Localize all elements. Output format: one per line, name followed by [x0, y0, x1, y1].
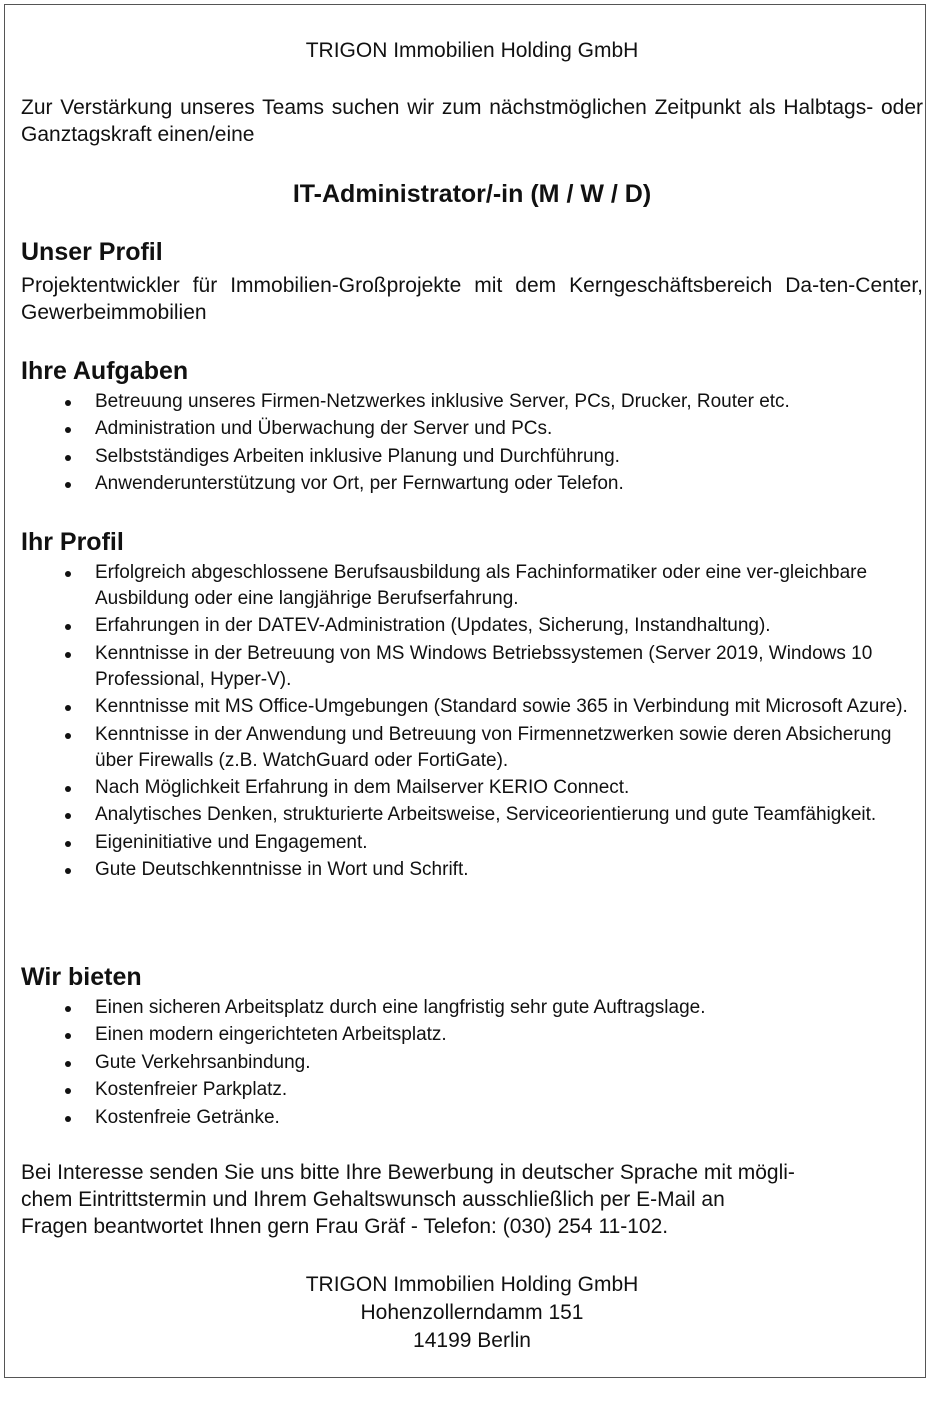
list-item-text: Anwenderunterstützung vor Ort, per Fernwartung oder Telefon.	[95, 473, 624, 495]
list-item	[21, 471, 923, 497]
closing-line: Bei Interesse senden Sie uns bitte Ihre Bewerbung in deutscher Sprache mit mögli-	[21, 1161, 795, 1184]
intro-paragraph	[21, 94, 923, 148]
list-item	[21, 995, 923, 1021]
list-item-text: Gute Verkehrsanbindung.	[95, 1051, 311, 1073]
list-item-text: Kostenfreie Getränke.	[95, 1106, 280, 1128]
list-item-text: Einen sicheren Arbeitsplatz durch eine langfristig sehr gute Auftragslage.	[95, 997, 706, 1018]
list-item-text: Erfahrungen in der DATEV-Administration (Updates, Sicherung, Instandhaltung).	[95, 615, 771, 637]
list-item	[21, 830, 923, 856]
company-name-header: TRIGON Immobilien Holding GmbH	[305, 39, 639, 62]
list-item-text: Nach Möglichkeit Erfahrung in dem Mailserver KERIO Connect.	[95, 776, 630, 798]
list-item-text: Kenntnisse in der Anwendung und Betreuung von Firmennetzwerken sowie deren Absicherung über Firewalls (z.B. WatchGuard oder FortiGate).	[95, 723, 892, 771]
bullet-icon	[65, 813, 71, 819]
address-company: TRIGON Immobilien Holding GmbH	[305, 1273, 639, 1296]
bullet-icon	[65, 624, 71, 630]
bullet-icon	[65, 1006, 71, 1012]
list-item	[21, 722, 923, 774]
list-item	[21, 389, 923, 415]
list-item-text: Analytisches Denken, strukturierte Arbeitsweise, Serviceorientierung und gute Teamfähigkeit.	[95, 804, 877, 826]
closing-line: chem Eintrittstermin und Ihrem Gehaltswunsch ausschließlich per E-Mail an	[21, 1188, 725, 1211]
list-item-text: Selbstständiges Arbeiten inklusive Planung und Durchführung.	[95, 445, 620, 467]
list-item-text: Kenntnisse mit MS Office-Umgebungen (Standard sowie 365 in Verbindung mit Microsoft Azure).	[95, 696, 908, 718]
list-item	[21, 775, 923, 801]
job-title: IT-Administrator/-in (M / W / D)	[292, 180, 652, 208]
bullet-icon	[65, 1061, 71, 1067]
unser-profil-heading: Unser Profil	[21, 238, 163, 266]
intro-text: Zur Verstärkung unseres Teams suchen wir zum nächstmöglichen Zeitpunkt als Halbtags- oder Ganztagskraft einen/eine	[21, 96, 923, 146]
bullet-icon	[65, 652, 71, 658]
ihr-profil-heading: Ihr Profil	[21, 528, 124, 556]
list-item	[21, 613, 923, 639]
list-item	[21, 802, 923, 828]
bullet-icon	[65, 868, 71, 874]
bullet-icon	[65, 455, 71, 461]
wir-bieten-list	[21, 995, 923, 1132]
bullet-icon	[65, 1088, 71, 1094]
list-item-text: Eigeninitiative und Engagement.	[95, 831, 368, 853]
bullet-icon	[65, 571, 71, 577]
bullet-icon	[65, 400, 71, 406]
bullet-icon	[65, 1116, 71, 1122]
address-street: Hohenzollerndamm 151	[360, 1301, 584, 1324]
ihr-profil-list	[21, 560, 923, 885]
list-item	[21, 694, 923, 720]
list-item	[21, 1050, 923, 1076]
list-item-text: Kenntnisse in der Betreuung von MS Windows Betriebssystemen (Server 2019, Windows 10 Professional, Hyper-V).	[95, 642, 873, 690]
address-city: 14199 Berlin	[413, 1329, 531, 1352]
list-item	[21, 444, 923, 470]
unser-profil-text-content: Projektentwickler für Immobilien-Großprojekte mit dem Kerngeschäftsbereich Da-ten-Center, Gewerbeimmobilien	[21, 274, 923, 324]
list-item-text: Kostenfreier Parkplatz.	[95, 1079, 288, 1101]
closing-paragraph	[21, 1159, 923, 1240]
wir-bieten-heading: Wir bieten	[21, 963, 142, 991]
list-item-text: Erfolgreich abgeschlossene Berufsausbildung als Fachinformatiker oder eine ver-gleichbare Ausbildung oder eine langjährige Berufserfahrung.	[95, 562, 868, 609]
bullet-icon	[65, 733, 71, 739]
list-item	[21, 857, 923, 883]
list-item-text: Gute Deutschkenntnisse in Wort und Schrift.	[95, 859, 469, 881]
aufgaben-list	[21, 389, 923, 499]
list-item	[21, 416, 923, 442]
list-item-text: Administration und Überwachung der Server und PCs.	[95, 418, 553, 440]
unser-profil-text	[21, 272, 923, 326]
bullet-icon	[65, 1033, 71, 1039]
bullet-icon	[65, 482, 71, 488]
list-item-text: Einen modern eingerichteten Arbeitsplatz.	[95, 1024, 447, 1046]
bullet-icon	[65, 841, 71, 847]
list-item	[21, 1105, 923, 1131]
bullet-icon	[65, 705, 71, 711]
closing-line: Fragen beantwortet Ihnen gern Frau Gräf - Telefon: (030) 254 11-102.	[21, 1215, 669, 1238]
bullet-icon	[65, 427, 71, 433]
aufgaben-heading: Ihre Aufgaben	[21, 357, 189, 385]
list-item	[21, 1022, 923, 1048]
address-block	[21, 1271, 923, 1355]
list-item	[21, 1077, 923, 1103]
list-item	[21, 560, 923, 612]
document-frame	[4, 4, 926, 1378]
bullet-icon	[65, 786, 71, 792]
list-item	[21, 641, 923, 693]
list-item-text: Betreuung unseres Firmen-Netzwerkes inklusive Server, PCs, Drucker, Router etc.	[95, 391, 790, 412]
